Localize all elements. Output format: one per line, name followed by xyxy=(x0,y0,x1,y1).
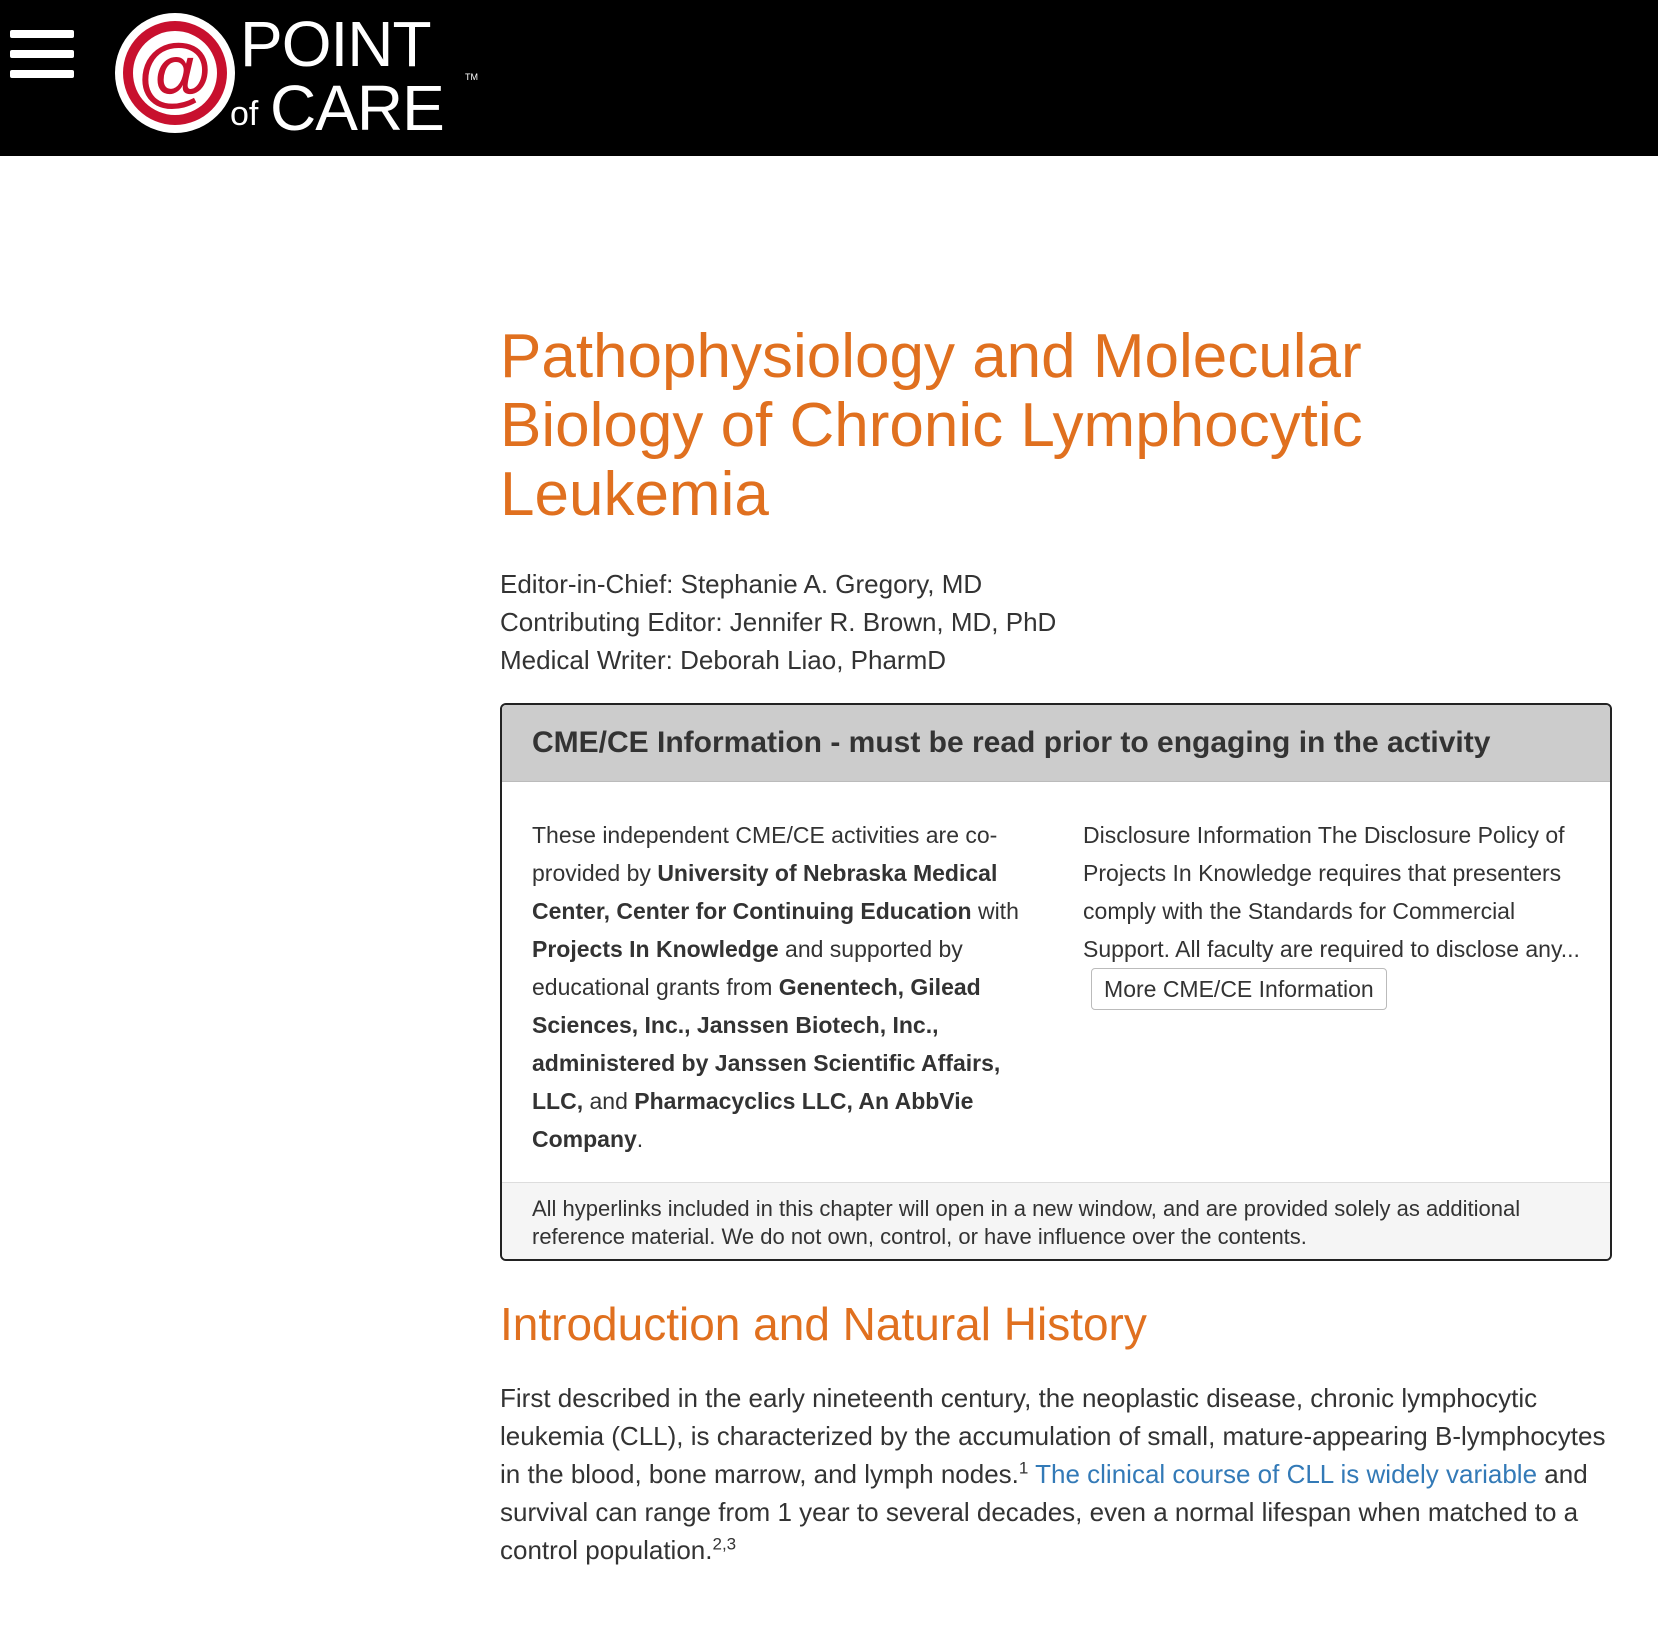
logo-word-of: of xyxy=(230,95,259,133)
cme-disclosure-text xyxy=(1083,816,1580,1158)
logo-trademark: TM xyxy=(465,72,478,82)
svg-text:@: @ xyxy=(137,29,213,114)
cme-grant-pharmacyclics: Pharmacyclics LLC, An AbbVie Company xyxy=(532,1088,974,1152)
cme-text-3: and supported by educational grants from xyxy=(532,936,963,1000)
cme-text-4: and xyxy=(583,1088,635,1114)
cme-provider-pik: Projects In Knowledge xyxy=(532,936,779,962)
main-content xyxy=(500,322,1612,1569)
cme-grant-supporters: Genentech, Gilead Sciences, Inc., Janssen Biotech, Inc., administered by Janssen Scientific Affairs, LLC, xyxy=(532,974,1001,1114)
cme-panel-body xyxy=(502,782,1610,1182)
menu-icon[interactable] xyxy=(10,30,74,78)
top-navbar xyxy=(0,0,1658,156)
intro-text-1: First described in the early nineteenth century, the neoplastic disease, chronic lymphocytic leukemia (CLL), is characterized by the accumulation of small, mature-appearing B-lymphocytes in the blood, bone marrow, and lymph nodes. xyxy=(500,1383,1606,1489)
cme-panel-header: CME/CE Information - must be read prior to engaging in the activity xyxy=(502,705,1610,782)
cme-info-panel xyxy=(500,703,1612,1261)
cme-text-1: These independent CME/CE activities are co-provided by xyxy=(532,822,998,886)
logo-word-care: CARE xyxy=(270,72,444,144)
intro-text-2: and survival can range from 1 year to several decades, even a normal lifespan when matched to a control population. xyxy=(500,1459,1588,1565)
cme-text-5: . xyxy=(636,1126,644,1152)
cme-provider-text xyxy=(532,816,1019,1158)
cme-hyperlink-notice: All hyperlinks included in this chapter will open in a new window, and are provided solely as additional reference material. We do not own, control, or have influence over the contents. xyxy=(502,1182,1610,1259)
at-sign-logo-icon xyxy=(112,10,238,136)
intro-paragraph xyxy=(500,1379,1610,1569)
more-cme-info-button[interactable]: More CME/CE Information xyxy=(1091,968,1387,1010)
citation-2-3[interactable]: 2,3 xyxy=(712,1534,737,1554)
page-title: Pathophysiology and Molecular Biology of Chronic Lymphocytic Leukemia xyxy=(500,322,1363,529)
editor-in-chief: Editor-in-Chief: Stephanie A. Gregory, MD xyxy=(500,569,983,599)
citation-1[interactable]: 1 xyxy=(1018,1458,1029,1478)
logo-word-point: POINT xyxy=(240,8,431,80)
contributing-editor: Contributing Editor: Jennifer R. Brown, MD, PhD xyxy=(500,607,1057,637)
disclosure-summary: Disclosure Information The Disclosure Policy of Projects In Knowledge requires that presenters comply with the Standards for Commercial Support. All faculty are required to disclose any... xyxy=(1083,822,1580,962)
cme-text-2: with xyxy=(971,898,1019,924)
cme-provider-unmc: University of Nebraska Medical Center, Center for Continuing Education xyxy=(532,860,998,924)
clinical-course-link[interactable]: The clinical course of CLL is widely variable xyxy=(1035,1459,1538,1489)
section-title: Introduction and Natural History xyxy=(500,1298,1147,1350)
point-of-care-logo[interactable] xyxy=(112,8,482,144)
medical-writer: Medical Writer: Deborah Liao, PharmD xyxy=(500,645,947,675)
editors-block xyxy=(500,565,1612,679)
